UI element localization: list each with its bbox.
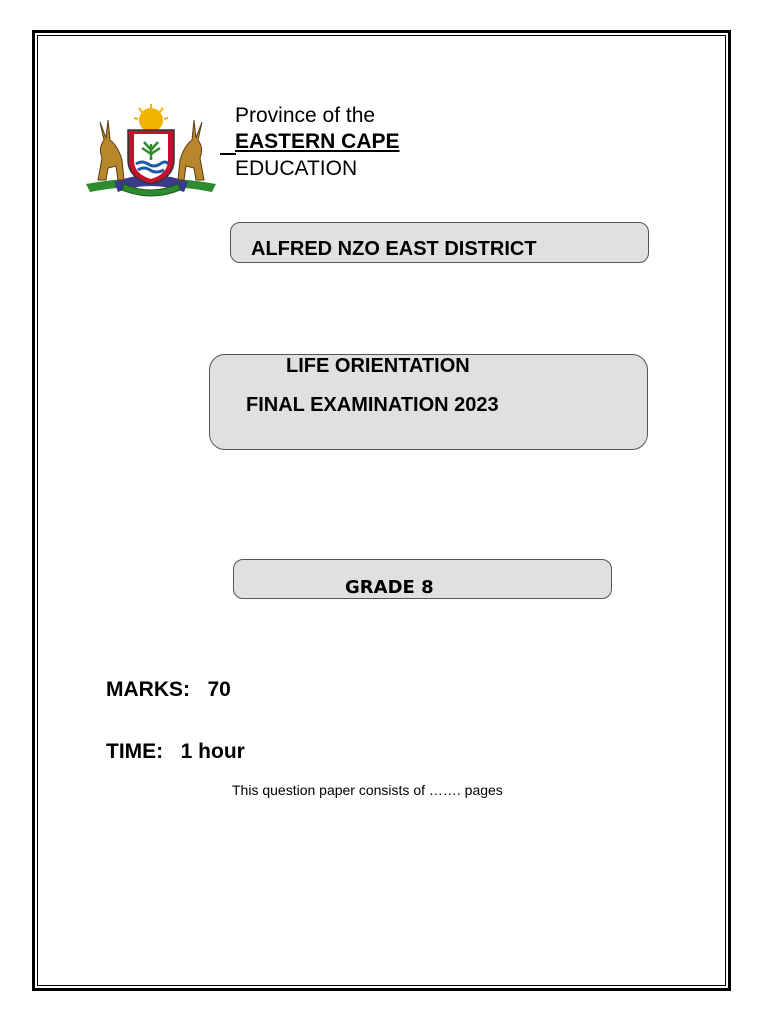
grade-box	[233, 559, 612, 599]
province-name: EASTERN CAPE	[235, 130, 400, 153]
pages-note: This question paper consists of ……. pages	[232, 782, 503, 798]
grade-label: GRADE 8	[345, 577, 434, 598]
exam-title: FINAL EXAMINATION 2023	[246, 394, 499, 416]
province-line-1: Province of the	[235, 104, 376, 127]
coat-of-arms-icon	[84, 104, 218, 202]
marks-label: MARKS: 70	[106, 678, 231, 701]
district-box	[230, 222, 649, 263]
district-name: ALFRED NZO EAST DISTRICT	[251, 238, 537, 260]
subject-box	[209, 354, 648, 450]
time-label: TIME: 1 hour	[106, 740, 245, 763]
province-underline	[220, 153, 236, 155]
department-name: EDUCATION	[235, 157, 358, 180]
subject-name: LIFE ORIENTATION	[286, 355, 470, 377]
